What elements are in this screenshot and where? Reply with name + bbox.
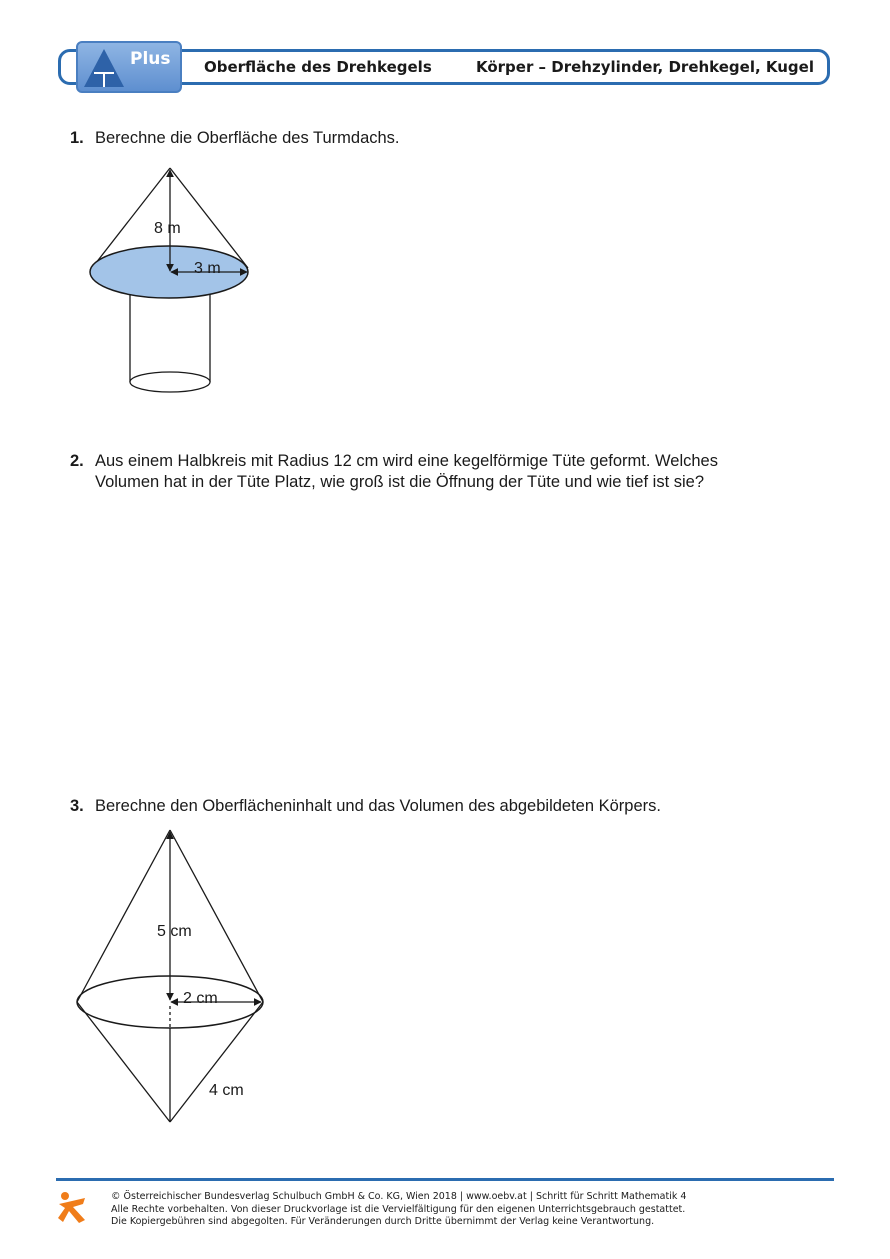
task-line: Aus einem Halbkreis mit Radius 12 cm wird eine kegelförmige Tüte geformt. Welches: [95, 452, 718, 470]
footer-divider: [56, 1178, 834, 1181]
page-title: Oberfläche des Drehkegels: [204, 58, 432, 76]
task-number: 2.: [70, 452, 84, 470]
tower-roof-figure: [80, 160, 270, 400]
height-label: 5 cm: [157, 923, 192, 940]
task-line: Berechne die Oberfläche des Turmdachs.: [95, 129, 400, 147]
height-label: 8 m: [154, 220, 181, 237]
radius-label: 2 cm: [183, 990, 218, 1007]
publisher-logo-icon: [55, 1190, 91, 1226]
task-text: [95, 451, 795, 493]
task-text: [95, 796, 795, 817]
logo-text: Plus: [130, 49, 171, 69]
task-number: 3.: [70, 797, 84, 815]
slant-label: 4 cm: [209, 1082, 244, 1099]
footer-line: © Österreichischer Bundesverlag Schulbuch GmbH & Co. KG, Wien 2018 | www.oebv.at | Schritt für Schritt Mathematik 4: [111, 1191, 687, 1202]
radius-label: 3 m: [194, 260, 221, 277]
task-text: [95, 128, 795, 149]
task-number: 1.: [70, 129, 84, 147]
task-line: Volumen hat in der Tüte Platz, wie groß ist die Öffnung der Tüte und wie tief ist sie?: [95, 473, 705, 491]
topic-title: Körper – Drehzylinder, Drehkegel, Kugel: [475, 58, 814, 76]
task-line: Berechne den Oberflächeninhalt und das Volumen des abgebildeten Körpers.: [95, 797, 661, 815]
footer-copyright: [111, 1191, 686, 1229]
plus-logo: [76, 41, 182, 93]
footer-line: Die Kopiergebühren sind abgegolten. Für Veränderungen durch Dritte übernimmt der Verlag keine Verantwortung.: [111, 1216, 655, 1227]
footer-line: Alle Rechte vorbehalten. Von dieser Druckvorlage ist die Vervielfältigung für den eigenen Unterrichtsgebrauch gestattet.: [111, 1203, 686, 1215]
double-cone-figure: [60, 820, 280, 1130]
